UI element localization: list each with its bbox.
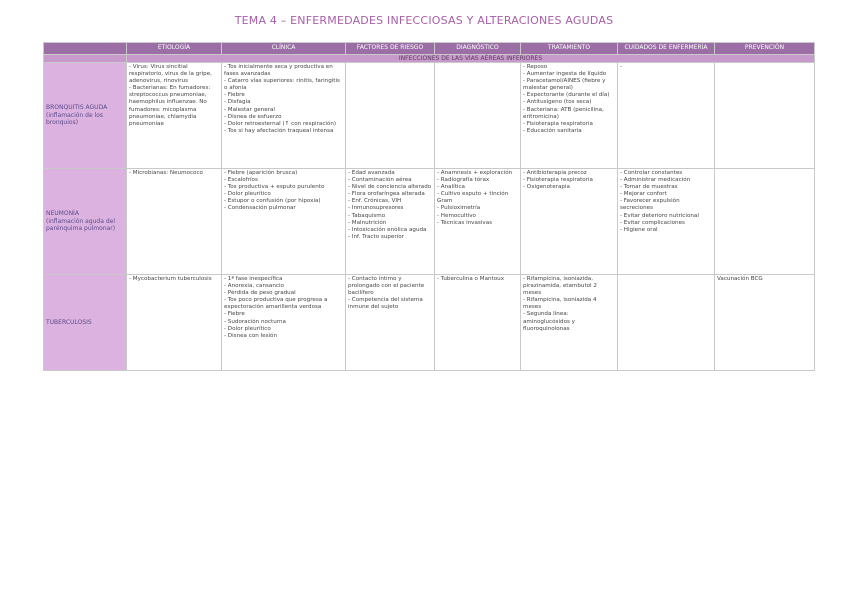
list-item: - Contacto íntimo y prolongado con el paciente bacilífero bbox=[348, 276, 425, 297]
list-item: - Tos productiva + esputo purulento bbox=[224, 184, 325, 191]
list-item: - Disfagia bbox=[224, 99, 251, 106]
section-title: INFECCIONES DE LAS VÍAS AÉREAS INFERIORES bbox=[127, 55, 815, 63]
list-item: - Dolor pleurítico bbox=[224, 191, 271, 198]
cell-diagnostico bbox=[435, 63, 521, 169]
cell-list bbox=[348, 276, 432, 311]
cell-prevencion bbox=[715, 169, 815, 275]
cell-factores bbox=[346, 63, 435, 169]
cell-etiologia bbox=[127, 63, 222, 169]
list-item: - Cultivo esputo + tinción Gram bbox=[437, 191, 509, 205]
disease-table bbox=[43, 42, 815, 371]
list-item: - Nivel de conciencia alterado bbox=[348, 184, 432, 191]
cell-list bbox=[620, 170, 712, 234]
row-label-bronquitis bbox=[44, 63, 127, 169]
list-item: - Fiebre (aparición brusca) bbox=[224, 170, 298, 176]
cell-clinica bbox=[222, 63, 346, 169]
cell-cuidados bbox=[618, 169, 715, 275]
list-item: - Segunda línea: aminoglucósidos y fluoroquinolonas bbox=[523, 311, 575, 332]
list-item: - Fisioterapia respiratoria bbox=[523, 177, 593, 184]
list-item: - bbox=[620, 64, 623, 70]
header-clinica: CLÍNICA bbox=[222, 43, 346, 55]
list-item: - Bacterianas: En fumadores: streptococcus pneumoniae, haemophilus influenzae. No fumadores: micoplasma pneumoniae, chlamydia pneumoniae bbox=[129, 85, 211, 127]
list-item: - Higiene oral bbox=[620, 226, 658, 233]
cell-list bbox=[224, 64, 343, 135]
cell-list bbox=[523, 276, 615, 333]
cell-clinica bbox=[222, 275, 346, 371]
list-item: - Flora orofaríngea alterada bbox=[348, 191, 425, 198]
list-item: - Estupor o confusión (por hipoxia) bbox=[224, 198, 321, 205]
row-title: TUBERCULOSIS bbox=[46, 318, 92, 326]
cell-list bbox=[129, 170, 219, 177]
list-item: - 1ª fase inespecífica bbox=[224, 276, 283, 282]
list-item: - Pulsioximetría bbox=[437, 205, 481, 212]
list-item: - Tos si hay afectación traqueal intensa bbox=[224, 127, 334, 134]
cell-diagnostico bbox=[435, 169, 521, 275]
row-title: NEUMONÍA bbox=[46, 210, 79, 218]
list-item: - Inf. Tracto superior bbox=[348, 233, 404, 240]
list-item: - Fiebre bbox=[224, 311, 245, 318]
list-item: - Tuberculina o Mantoux bbox=[437, 276, 505, 282]
list-item: - Administrar medicación bbox=[620, 177, 691, 184]
table-row-neumonia bbox=[44, 169, 815, 275]
list-item: - Enf. Crónicas, VIH bbox=[348, 198, 402, 205]
row-label-tuberculosis bbox=[44, 275, 127, 371]
list-item: - Intoxicación enólica aguda bbox=[348, 226, 427, 233]
cell-cuidados bbox=[618, 63, 715, 169]
list-item: - Microbianas: Neumococo bbox=[129, 170, 203, 176]
list-item: Vacunación BCG bbox=[717, 276, 763, 282]
list-item: - Edad avanzada bbox=[348, 170, 395, 176]
list-item: - Escalofríos bbox=[224, 177, 258, 184]
header-factores: FACTORES DE RIESGO bbox=[346, 43, 435, 55]
list-item: - Evitar complicaciones bbox=[620, 219, 685, 226]
list-item: - Favorecer expulsión secreciones bbox=[620, 198, 680, 212]
list-item: - Tabaquismo bbox=[348, 212, 386, 219]
list-item: - Rifampicina, isoniazida 4 meses bbox=[523, 297, 597, 311]
section-row bbox=[44, 55, 815, 63]
cell-clinica bbox=[222, 169, 346, 275]
list-item: - Aumentar ingesta de líquido bbox=[523, 71, 607, 78]
section-corner bbox=[44, 55, 127, 63]
list-item: - Reposo bbox=[523, 64, 548, 70]
header-cuidados: CUIDADOS DE ENFERMERÍA bbox=[618, 43, 715, 55]
cell-list bbox=[523, 64, 615, 135]
header-prevencion: PREVENCIÓN bbox=[715, 43, 815, 55]
list-item: - Fisioterapia respiratoria bbox=[523, 120, 593, 127]
list-item: - Hemocultivo bbox=[437, 212, 476, 219]
cell-list bbox=[129, 64, 219, 128]
list-item: - Radiografía tórax bbox=[437, 177, 490, 184]
list-item: - Anorexia, cansancio bbox=[224, 283, 284, 290]
row-title: BRONQUITIS AGUDA bbox=[46, 104, 108, 112]
list-item: - Malnutrición bbox=[348, 219, 387, 226]
list-item: - Técnicas invasivas bbox=[437, 219, 493, 226]
cell-tratamiento bbox=[521, 169, 618, 275]
list-item: - Disnea de esfuerzo bbox=[224, 113, 282, 120]
header-corner bbox=[44, 43, 127, 55]
cell-factores bbox=[346, 275, 435, 371]
cell-list bbox=[620, 64, 712, 71]
list-item: - Educación sanitaria bbox=[523, 127, 582, 134]
list-item: - Inmunosupresores bbox=[348, 205, 404, 212]
list-item: - Anamnesis + exploración bbox=[437, 170, 513, 176]
list-item: - Tos inicialmente seca y productiva en fases avanzadas bbox=[224, 64, 333, 78]
cell-prevencion bbox=[715, 275, 815, 371]
list-item: - Malestar general bbox=[224, 106, 275, 113]
list-item: - Expectorante (durante el día) bbox=[523, 92, 610, 99]
list-item: - Rifampicina, isoniazida, pirazinamida, etambutol 2 meses bbox=[523, 276, 597, 297]
list-item: - Mycobacterium tuberculosis bbox=[129, 276, 212, 282]
table-row-tuberculosis bbox=[44, 275, 815, 371]
cell-tratamiento bbox=[521, 63, 618, 169]
list-item: - Antibioterapia precoz bbox=[523, 170, 587, 176]
table-row-bronquitis bbox=[44, 63, 815, 169]
list-item: - Condensación pulmonar bbox=[224, 205, 296, 212]
row-subtitle: (inflamación de los bronquios) bbox=[46, 111, 104, 127]
cell-etiologia bbox=[127, 275, 222, 371]
header-diagnostico: DIAGNÓSTICO bbox=[435, 43, 521, 55]
cell-list bbox=[523, 170, 615, 191]
list-item: - Tos poco productiva que progresa a expectoración amarillenta verdosa bbox=[224, 297, 328, 311]
list-item: - Dolor pleurítico bbox=[224, 325, 271, 332]
list-item: - Bacteriana: ATB (penicilina, eritromicina) bbox=[523, 106, 604, 120]
list-item: - Pérdida de peso gradual bbox=[224, 290, 296, 297]
header-tratamiento: TRATAMIENTO bbox=[521, 43, 618, 55]
list-item: - Catarro vías superiores: rinitis, faringitis o afonía bbox=[224, 78, 340, 92]
list-item: - Competencia del sistema inmune del sujeto bbox=[348, 297, 423, 311]
header-row bbox=[44, 43, 815, 55]
cell-list bbox=[717, 276, 812, 283]
cell-list bbox=[224, 276, 343, 340]
cell-factores bbox=[346, 169, 435, 275]
list-item: - Dolor retroesternal (↑ con respiración) bbox=[224, 120, 337, 127]
cell-diagnostico bbox=[435, 275, 521, 371]
row-label-neumonia bbox=[44, 169, 127, 275]
list-item: - Contaminación aérea bbox=[348, 177, 412, 184]
cell-list bbox=[437, 170, 518, 227]
row-subtitle: (inflamación aguda del parénquima pulmonar) bbox=[46, 217, 116, 233]
list-item: - Controlar constantes bbox=[620, 170, 683, 176]
list-item: - Sudoración nocturna bbox=[224, 318, 286, 325]
cell-list bbox=[348, 170, 432, 241]
header-etiologia: ETIOLOGÍA bbox=[127, 43, 222, 55]
cell-list bbox=[224, 170, 343, 213]
cell-prevencion bbox=[715, 63, 815, 169]
list-item: - Antitusígeno (tos seca) bbox=[523, 99, 592, 106]
list-item: - Analítica bbox=[437, 184, 465, 191]
list-item: - Virus: Virus sincitial respiratorio, virus de la gripe, adenovirus, rinovirus bbox=[129, 64, 212, 85]
list-item: - Fiebre bbox=[224, 92, 245, 99]
cell-list bbox=[437, 276, 518, 283]
list-item: - Disnea con lesión bbox=[224, 332, 278, 339]
cell-tratamiento bbox=[521, 275, 618, 371]
cell-etiologia bbox=[127, 169, 222, 275]
cell-cuidados bbox=[618, 275, 715, 371]
list-item: - Mejorar confort bbox=[620, 191, 667, 198]
list-item: - Paracetamol/AINES (fiebre y malestar general) bbox=[523, 78, 606, 92]
list-item: - Evitar deterioro nutricional bbox=[620, 212, 699, 219]
list-item: - Tomar de muestras bbox=[620, 184, 678, 191]
cell-list bbox=[129, 276, 219, 283]
list-item: - Oxigenoterapia bbox=[523, 184, 570, 191]
page-title: TEMA 4 – ENFERMEDADES INFECCIOSAS Y ALTERACIONES AGUDAS bbox=[234, 14, 614, 27]
